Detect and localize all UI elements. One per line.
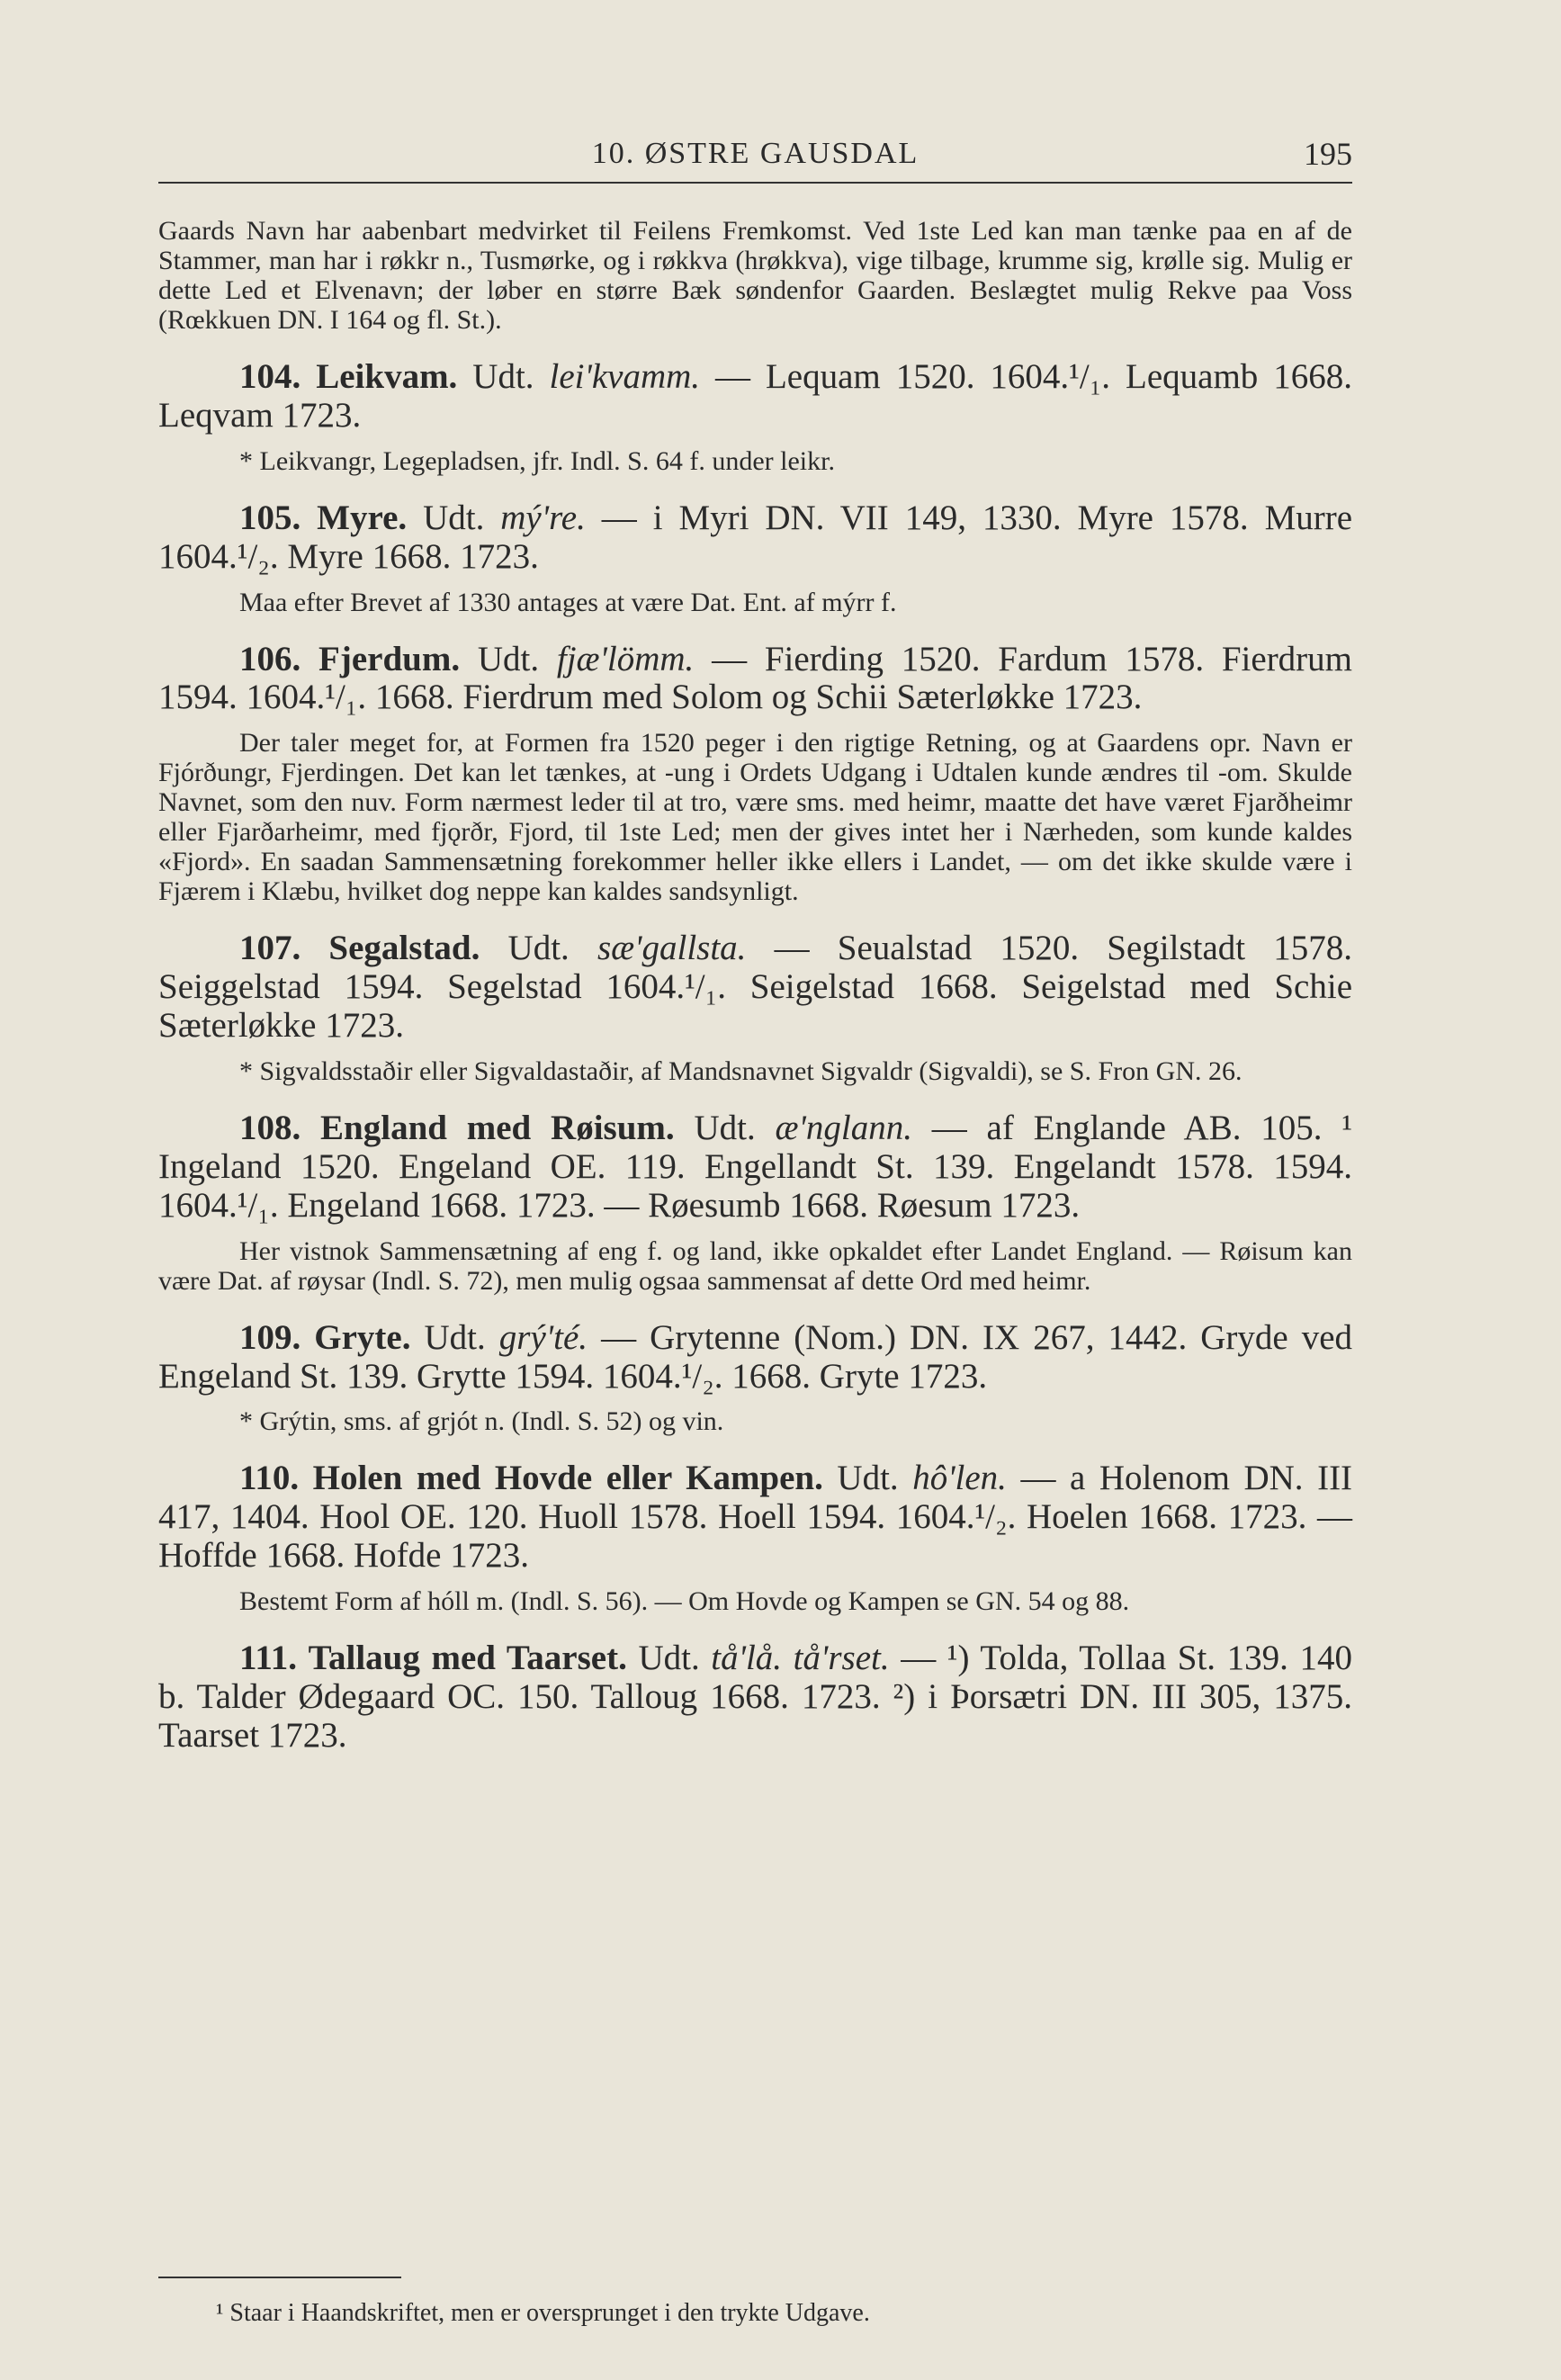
page-number: 195: [1304, 136, 1352, 172]
farm-name: Myre.: [317, 498, 408, 537]
udt-label: Udt.: [694, 1109, 756, 1148]
footnote: ¹ Staar i Haandskriftet, men er oversprunget i den trykte Udgave.: [216, 2299, 870, 2327]
entry-note: Der taler meget for, at Formen fra 1520 peger i den rigtige Retning, og at Gaardens opr. Navn er Fjórðungr, Fjerdingen. Det kan let tænkes, at -ung i Ordets Udgang i Udtalen kunde ændres til -om. Skulde Navnet, som den nuv. Form nærmest leder til at tro, være sms. med heimr, maatte det have været Fjarðheimr eller Fjarðarheimr, med fjǫrðr, Fjord, til 1ste Led; men der gives intet her i Nærheden, som kunde kaldes «Fjord». En saadan Sammensætning forekommer heller ikke ellers i Landet, — om det ikke skulde være i Fjærem i Klæbu, hvilket dog neppe kan kaldes sandsynligt.: [158, 728, 1352, 907]
entry-text: — i Myri DN. VII 149, 1330. Myre 1578. Murre 1604.¹/₂. Myre 1668. 1723.: [158, 498, 1353, 576]
entry-text: — af Englande AB. 105. ¹ Ingeland 1520. Engeland OE. 119. Engellandt St. 139. Engelandt 1578. 1594. 1604.¹/₁. Engeland 1668. 1723. — Røesumb 1668. Røesum 1723.: [158, 1109, 1353, 1225]
running-title: 10. ØSTRE GAUSDAL: [591, 137, 920, 170]
entry-number: 107.: [239, 929, 301, 968]
pronunciation: mý're.: [500, 498, 586, 537]
udt-label: Udt.: [837, 1459, 899, 1498]
entry-line: [158, 358, 1352, 436]
entry-number: 108.: [239, 1109, 301, 1148]
entry-note: * Grýtin, sms. af grjót n. (Indl. S. 52) og vin.: [239, 1406, 724, 1437]
entry-line: [158, 641, 1352, 718]
pronunciation: grý'té.: [498, 1317, 588, 1357]
footnote-divider: [158, 2277, 401, 2278]
entry-line: [158, 930, 1352, 1046]
pronunciation: tå'lå. tå'rset.: [711, 1639, 890, 1678]
entry-line: [158, 499, 1352, 577]
entry-number: 104.: [239, 357, 301, 396]
pronunciation: hô'len.: [912, 1459, 1007, 1498]
pronunciation: sæ'gallsta.: [597, 929, 747, 968]
pronunciation: æ'nglann.: [775, 1109, 912, 1148]
entry-text: — ¹) Tolda, Tollaa St. 139. 140 b. Talder Ødegaard OC. 150. Talloug 1668. 1723. ²) i Þorsætri DN. III 305, 1375. Taarset 1723.: [158, 1639, 1353, 1755]
farm-name: Segalstad.: [328, 929, 480, 968]
entry-text: — Seualstad 1520. Segilstadt 1578. Seiggelstad 1594. Segelstad 1604.¹/₁. Seigelstad 1668. Seigelstad med Schie Sæterløkke 1723.: [158, 929, 1353, 1046]
entry-line: [158, 1109, 1352, 1226]
farm-name: Gryte.: [314, 1317, 411, 1357]
entry-108: [158, 1109, 1352, 1296]
entry-text: — Lequam 1520. 1604.¹/₁. Lequamb 1668. Leqvam 1723.: [158, 357, 1353, 435]
entry-note: Her vistnok Sammensætning af eng f. og land, ikke opkaldet efter Landet England. — Røisum kan være Dat. af røysar (Indl. S. 72), men mulig ogsaa sammensat af dette Ord med heimr.: [158, 1235, 1352, 1296]
entry-number: 111.: [239, 1639, 297, 1678]
entry-105: [158, 499, 1352, 617]
entry-note: Maa efter Brevet af 1330 antages at være Dat. Ent. af mýrr f.: [239, 587, 897, 617]
entry-number: 110.: [239, 1459, 300, 1498]
entry-106: [158, 641, 1352, 907]
entry-111: [158, 1639, 1352, 1756]
entry-note: Bestemt Form af hóll m. (Indl. S. 56). — Om Hovde og Kampen se GN. 54 og 88.: [239, 1586, 1130, 1617]
entry-line: [158, 1459, 1352, 1576]
page-body: [158, 216, 1352, 1766]
entry-109: [158, 1319, 1352, 1437]
udt-label: Udt.: [424, 1317, 486, 1357]
entry-number: 106.: [239, 639, 301, 678]
udt-label: Udt.: [477, 639, 540, 678]
entry-107: [158, 930, 1352, 1086]
entry-text: — Fierding 1520. Fardum 1578. Fierdrum 1594. 1604.¹/₁. 1668. Fierdrum med Solom og Schii Sæterløkke 1723.: [158, 639, 1353, 717]
entry-number: 109.: [239, 1317, 301, 1357]
udt-label: Udt.: [507, 929, 570, 968]
entry-note: * Sigvaldsstaðir eller Sigvaldastaðir, af Mandsnavnet Sigvaldr (Sigvaldi), se S. Fron GN. 26.: [239, 1056, 1243, 1087]
udt-label: Udt.: [638, 1639, 700, 1678]
pronunciation: lei'kvamm.: [549, 357, 701, 396]
entry-number: 105.: [239, 498, 301, 537]
entry-line: [158, 1639, 1352, 1756]
entry-text: — a Holenom DN. III 417, 1404. Hool OE. 120. Huoll 1578. Hoell 1594. 1604.¹/₂. Hoelen 1668. 1723. — Hoffde 1668. Hofde 1723.: [158, 1459, 1353, 1576]
entry-110: [158, 1459, 1352, 1616]
entry-104: [158, 358, 1352, 476]
farm-name: Holen med Hovde eller Kampen.: [312, 1459, 823, 1498]
entry-note: * Leikvangr, Legepladsen, jfr. Indl. S. 64 f. under leikr.: [239, 445, 835, 476]
page-header: [158, 133, 1352, 184]
farm-name: England med Røisum.: [320, 1109, 675, 1148]
entry-text: — Grytenne (Nom.) DN. IX 267, 1442. Gryde ved Engeland St. 139. Grytte 1594. 1604.¹/₂. 1668. Gryte 1723.: [158, 1317, 1353, 1396]
farm-name: Tallaug med Taarset.: [308, 1639, 627, 1678]
entry-line: [158, 1319, 1352, 1397]
udt-label: Udt.: [472, 357, 534, 396]
udt-label: Udt.: [423, 498, 485, 537]
pronunciation: fjæ'lömm.: [556, 639, 695, 678]
intro-paragraph: Gaards Navn har aabenbart medvirket til Feilens Fremkomst. Ved 1ste Led kan man tænke paa en af de Stammer, man har i røkkr n., Tusmørke, og i røkkva (hrøkkva), vige tilbage, krumme sig, krølle sig. Mulig er dette Led et Elvenavn; der løber en større Bæk søndenfor Gaarden. Beslægtet mulig Rekve paa Voss (Rœkkuen DN. I 164 og fl. St.).: [158, 216, 1352, 335]
farm-name: Leikvam.: [316, 357, 458, 396]
farm-name: Fjerdum.: [318, 639, 461, 678]
